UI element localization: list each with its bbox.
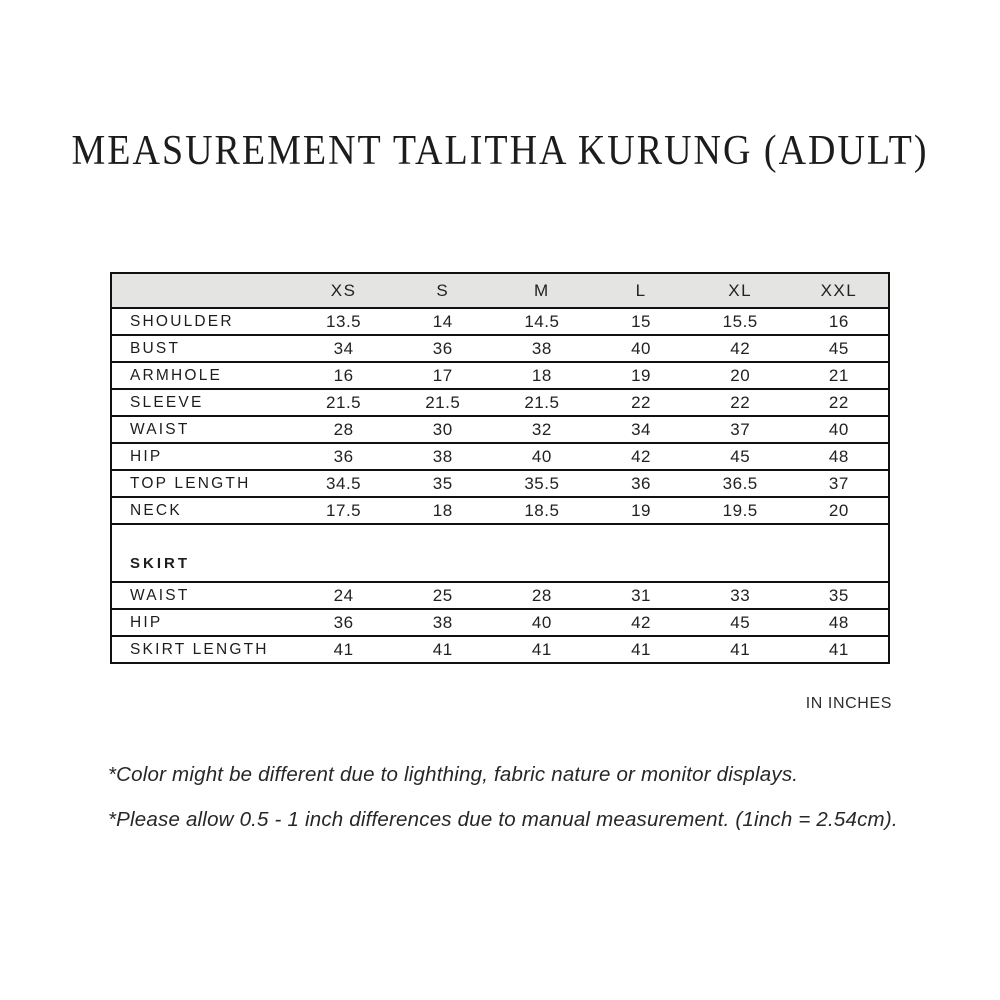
page-title: MEASUREMENT TALITHA KURUNG (ADULT) [71,127,929,175]
column-header-xl: XL [728,280,753,300]
cell-value: 20 [828,500,849,520]
column-header-xxl: XXL [820,280,858,300]
unit-note: IN INCHES [805,695,892,712]
size-table [110,272,890,664]
table-row-armhole [111,362,889,389]
table-row-hip [111,443,889,470]
row-label: HIP [130,447,163,465]
column-header-l: L [635,280,647,300]
cell-value: 35 [432,473,453,493]
cell-value: 31 [631,585,651,605]
cell-value: 41 [432,639,453,659]
cell-value: 41 [631,639,651,659]
cell-value: 19 [631,500,651,520]
footnote-color: *Color might be different due to lighthing, fabric nature or monitor displays. [108,763,799,786]
column-header-xs: XS [330,280,357,300]
row-label: NECK [130,501,182,519]
cell-value: 24 [333,585,354,605]
cell-value: 30 [432,419,453,439]
row-label: WAIST [130,420,190,438]
table-row-waist [111,416,889,443]
cell-value: 35 [828,585,849,605]
section-empty-cells [294,524,889,582]
row-label: SHOULDER [130,312,234,330]
size-header-row [111,273,889,308]
cell-value: 42 [730,338,751,358]
cell-value: 36 [432,338,453,358]
cell-value: 38 [432,612,453,632]
cell-value: 18.5 [524,500,560,520]
header-empty-cell [111,273,294,308]
row-label: SKIRT LENGTH [130,640,269,658]
table-row-neck [111,497,889,524]
cell-value: 21.5 [425,392,461,412]
cell-value: 22 [730,392,751,412]
cell-value: 45 [730,446,751,466]
table-row-sleeve [111,389,889,416]
row-label: HIP [130,613,163,631]
cell-value: 48 [828,612,849,632]
cell-value: 37 [730,419,751,439]
cell-value: 14.5 [524,311,560,331]
cell-value: 22 [828,392,849,412]
table-row-top-length [111,470,889,497]
cell-value: 38 [432,446,453,466]
cell-value: 41 [531,639,552,659]
cell-value: 28 [531,585,552,605]
row-label: ARMHOLE [130,366,223,384]
cell-value: 36 [631,473,651,493]
cell-value: 13.5 [326,311,362,331]
cell-value: 16 [333,365,354,385]
cell-value: 45 [828,338,849,358]
table-row-bust [111,335,889,362]
cell-value: 33 [730,585,751,605]
section-label-skirt: SKIRT [130,555,190,572]
skirt-section-row [111,524,889,582]
cell-value: 28 [333,419,354,439]
cell-value: 45 [730,612,751,632]
row-label: BUST [130,339,181,357]
cell-value: 32 [531,419,552,439]
cell-value: 22 [631,392,651,412]
cell-value: 34 [333,338,354,358]
cell-value: 34.5 [326,473,362,493]
table-row-skirt-waist [111,582,889,609]
column-header-m: M [534,280,550,300]
cell-value: 42 [631,612,651,632]
cell-value: 15.5 [722,311,758,331]
cell-value: 16 [828,311,849,331]
cell-value: 41 [333,639,354,659]
cell-value: 20 [730,365,751,385]
cell-value: 21.5 [326,392,362,412]
cell-value: 17 [432,365,453,385]
footnote-measurement: *Please allow 0.5 - 1 inch differences due to manual measurement. (1inch = 2.54cm). [108,808,898,831]
cell-value: 18 [432,500,453,520]
cell-value: 40 [631,338,651,358]
table-row-skirt-hip [111,609,889,636]
cell-value: 18 [531,365,552,385]
cell-value: 19.5 [722,500,758,520]
cell-value: 37 [828,473,849,493]
cell-value: 40 [828,419,849,439]
cell-value: 14 [432,311,453,331]
cell-value: 35.5 [524,473,560,493]
footnotes [108,761,958,851]
cell-value: 41 [730,639,751,659]
cell-value: 21 [828,365,849,385]
cell-value: 38 [531,338,552,358]
table-row-shoulder [111,308,889,335]
cell-value: 48 [828,446,849,466]
cell-value: 36 [333,612,354,632]
cell-value: 21.5 [524,392,560,412]
cell-value: 17.5 [326,500,362,520]
cell-value: 40 [531,612,552,632]
cell-value: 19 [631,365,651,385]
cell-value: 36 [333,446,354,466]
column-header-s: S [436,280,450,300]
cell-value: 15 [631,311,651,331]
row-label: SLEEVE [130,393,204,411]
cell-value: 34 [631,419,651,439]
cell-value: 42 [631,446,651,466]
table-row-skirt-length [111,636,889,663]
row-label: WAIST [130,586,190,604]
cell-value: 36.5 [722,473,758,493]
cell-value: 25 [432,585,453,605]
cell-value: 41 [828,639,849,659]
cell-value: 40 [531,446,552,466]
row-label: TOP LENGTH [130,474,251,492]
